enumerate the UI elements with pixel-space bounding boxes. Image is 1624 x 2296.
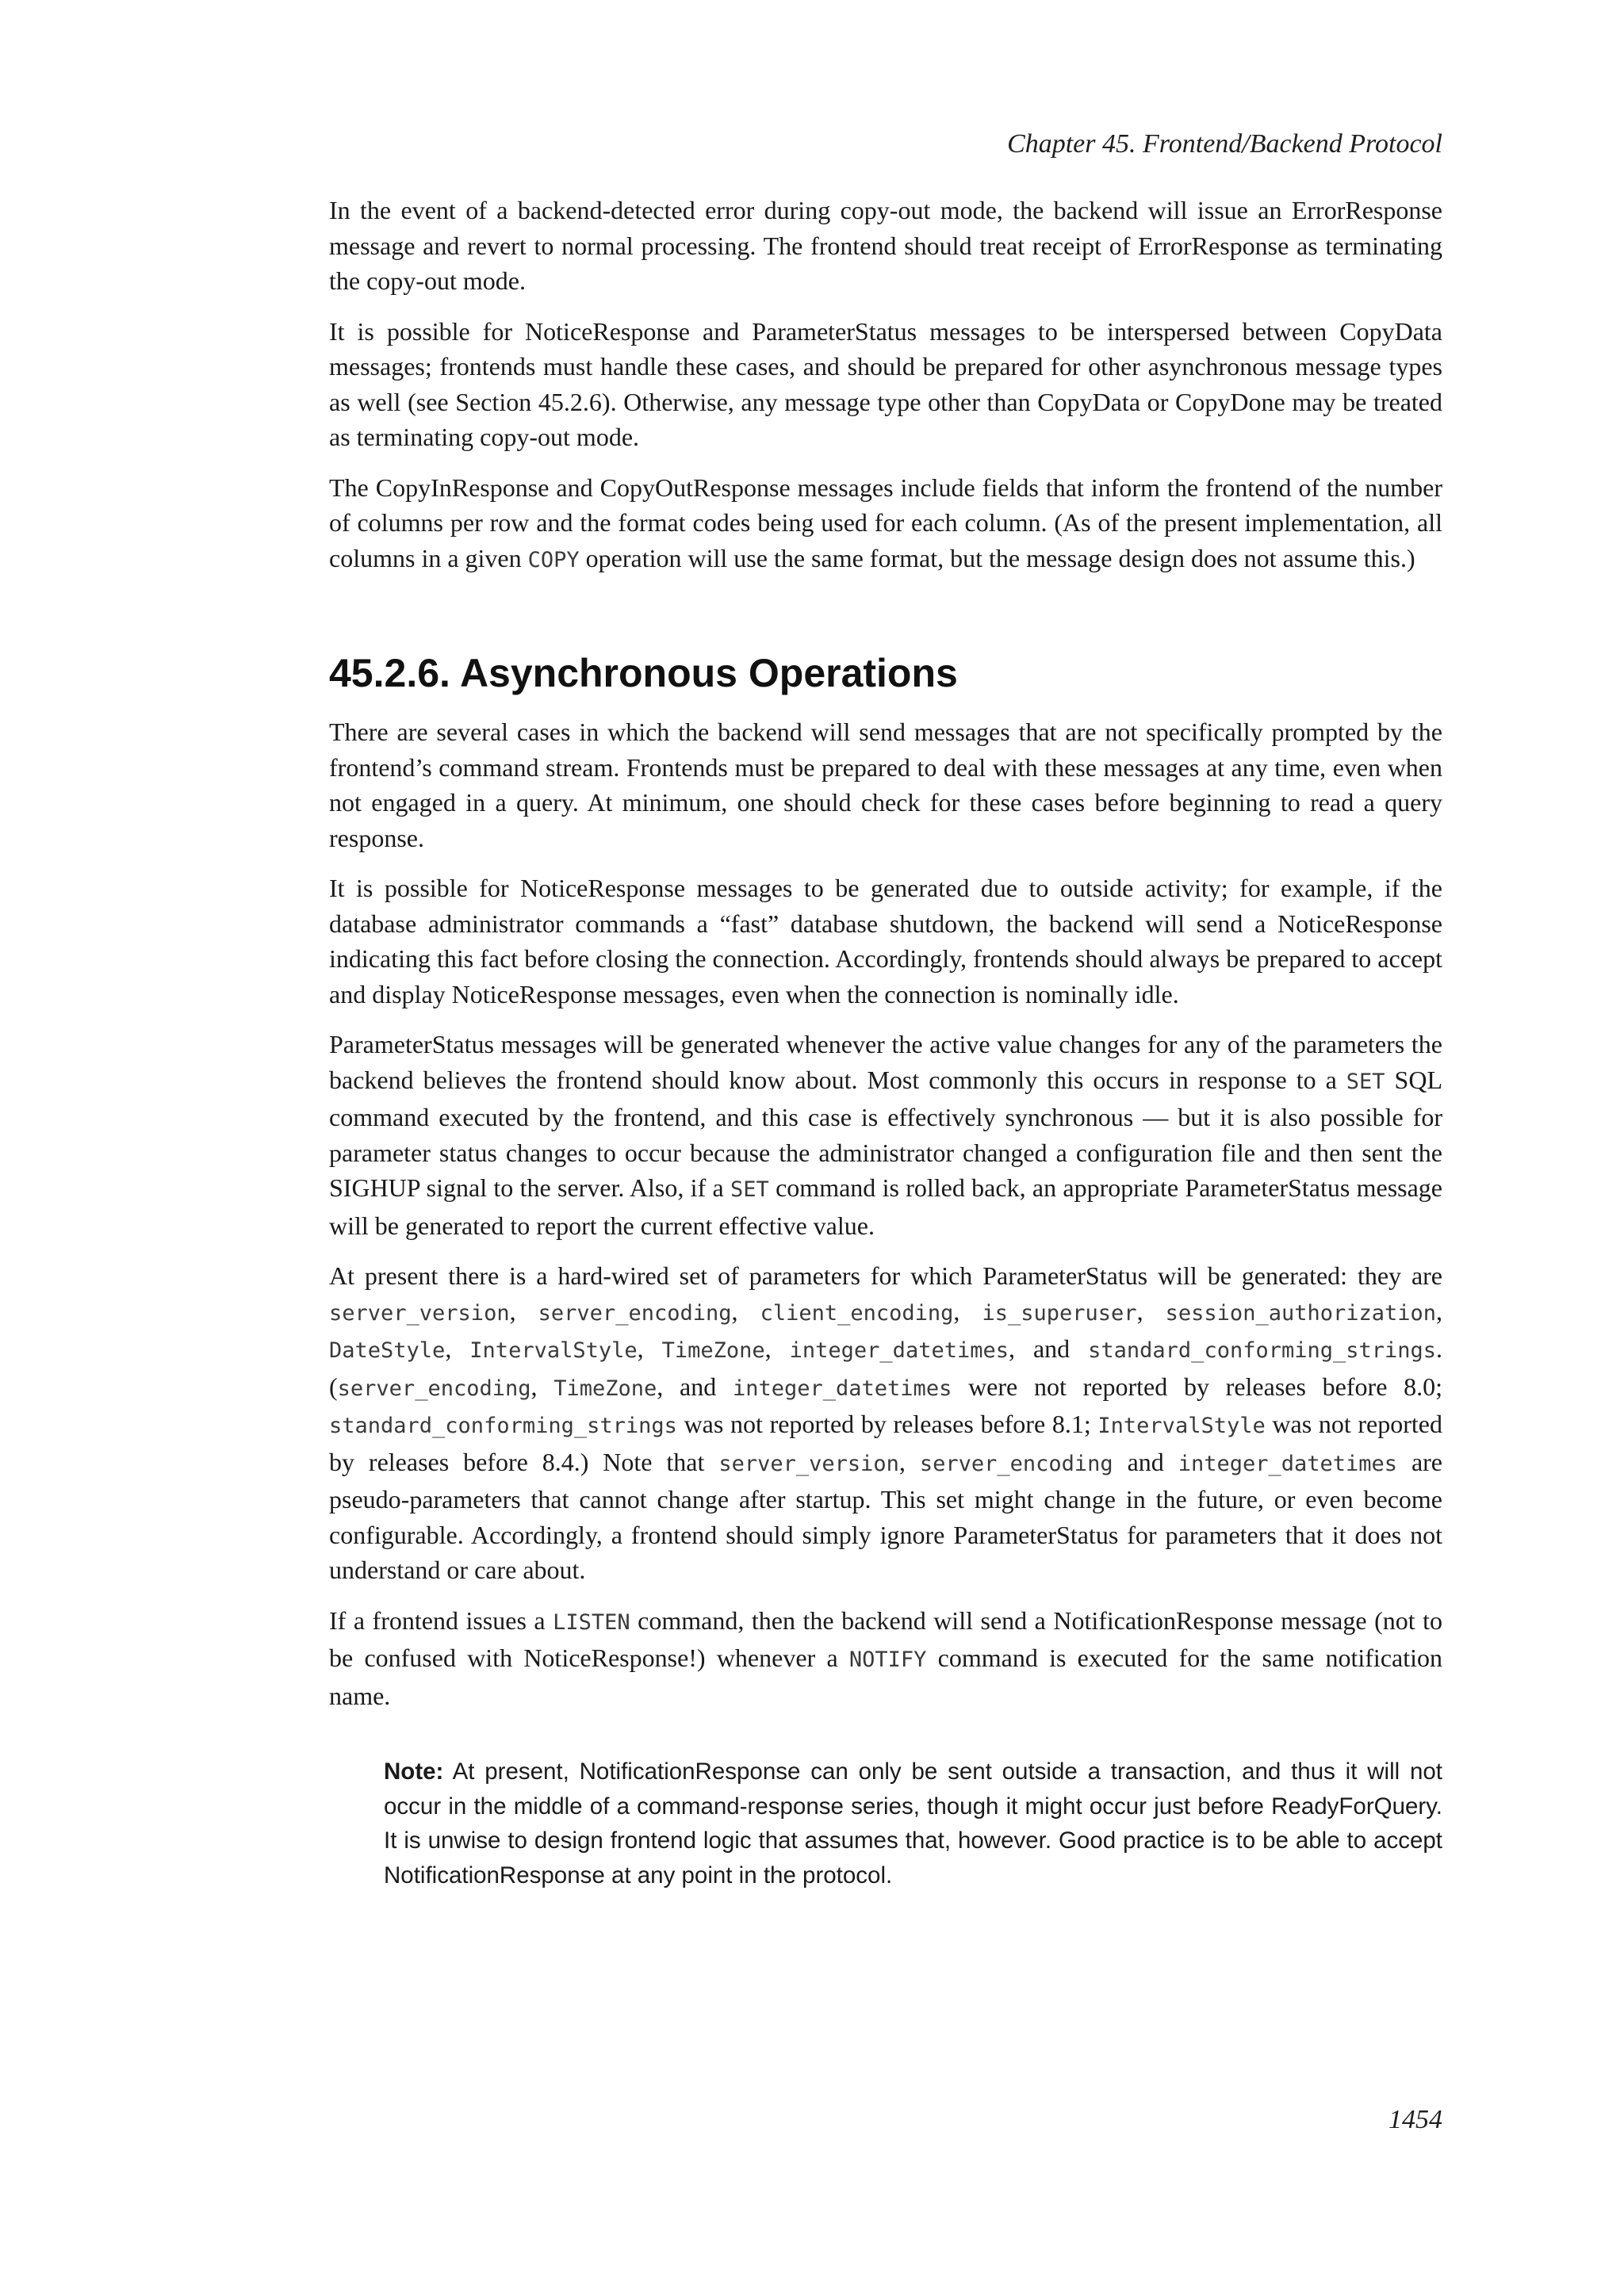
text-run: , xyxy=(898,1447,920,1476)
inline-code: integer_datetimes xyxy=(789,1338,1009,1363)
text-run: SQL command executed by the frontend, and this case is effectively synchronous — but it is also possible for parameter status changes to occur because the administrator changed a configuration file and then sent the SIGHUP signal to the server. Also, if a xyxy=(329,1065,1443,1202)
text-run: command is executed for the same notification name. xyxy=(329,1644,1443,1710)
text-run: was not reported by releases before 8.4.) Note that xyxy=(329,1410,1443,1476)
inline-code: server_encoding xyxy=(337,1376,531,1401)
text-run: If a frontend issues a xyxy=(329,1605,553,1635)
running-header: Chapter 45. Frontend/Backend Protocol xyxy=(1007,129,1442,159)
paragraph-copy-response-fields xyxy=(329,470,1442,579)
inline-code: integer_datetimes xyxy=(732,1376,952,1401)
inline-code: server_encoding xyxy=(538,1300,732,1326)
text-run: operation will use the same format, but the message design does not assume this.) xyxy=(579,543,1415,572)
text-run: . ( xyxy=(329,1334,1443,1401)
text-run: , xyxy=(637,1334,662,1363)
page-body xyxy=(329,193,1442,1892)
page-number: 1454 xyxy=(1388,2105,1442,2134)
text-run: At present there is a hard-wired set of parameters for which ParameterStatus will be generated: they are xyxy=(329,1261,1442,1290)
text-run: The CopyInResponse and CopyOutResponse messages include fields that inform the frontend of the number of columns per row and the format codes being used for each column. (As of the present implementation, all columns in a given xyxy=(329,473,1442,572)
text-run: and xyxy=(1113,1447,1178,1476)
text-run: command is rolled back, an appropriate ParameterStatus message will be generated to report the current effective value. xyxy=(329,1173,1443,1240)
inline-code: client_encoding xyxy=(760,1300,954,1326)
text-run: ParameterStatus messages will be generated whenever the active value changes for any of the parameters the backend believes the frontend should know about. Most commonly this occurs in response to a xyxy=(329,1030,1442,1094)
inline-code: DateStyle xyxy=(329,1338,446,1363)
inline-code: SET xyxy=(1346,1069,1385,1094)
text-run: , xyxy=(764,1334,790,1363)
text-run: , xyxy=(731,1296,760,1326)
inline-code: is_superuser xyxy=(982,1300,1137,1326)
text-run: are pseudo-parameters that cannot change after startup. This set might change in the future, or even become configurable. Accordingly, a frontend should simply ignore ParameterStatus for parameters that it does not understand or care about. xyxy=(329,1447,1443,1584)
text-run: command, then the backend will send a NotificationResponse message (not to be confused with NoticeResponse!) whenever a xyxy=(329,1605,1443,1672)
text-run: was not reported by releases before 8.1; xyxy=(676,1410,1098,1438)
note-label: Note: xyxy=(384,1758,444,1785)
paragraph-notice-response: It is possible for NoticeResponse messages to be generated due to outside activity; for example, if the database administrator commands a “fast” database shutdown, the backend will send a NoticeResponse indicating this fact before closing the connection. Accordingly, frontends should always be prepared to accept and display NoticeResponse messages, even when the connection is nominally idle. xyxy=(329,874,1442,1008)
paragraph-listen-notify xyxy=(329,1603,1442,1714)
text-run: , and xyxy=(1008,1334,1089,1363)
text-run: , xyxy=(1136,1296,1166,1326)
note-block xyxy=(384,1755,1442,1892)
paragraph-unprompted-messages: There are several cases in which the backend will send messages that are not specifically prompted by the frontend’s command stream. Frontends must be prepared to deal with these messages at any time, even when not engaged in a query. At minimum, one should check for these cases before beginning to read a query response. xyxy=(329,718,1442,852)
note-text: At present, NotificationResponse can only be sent outside a transaction, and thus it will not occur in the middle of a command-response series, though it might occur just before ReadyForQuery. It is unwise to design frontend logic that assumes that, however. Good practice is to be able to accept NotificationResponse at any point in the protocol. xyxy=(384,1758,1442,1888)
inline-code: server_version xyxy=(329,1300,510,1326)
inline-code: IntervalStyle xyxy=(1097,1414,1266,1438)
inline-code: server_version xyxy=(718,1451,899,1476)
inline-code: standard_conforming_strings xyxy=(329,1414,677,1438)
inline-code: NOTIFY xyxy=(848,1647,927,1672)
inline-code: TimeZone xyxy=(661,1338,765,1363)
paragraph-hard-wired-parameters xyxy=(329,1258,1442,1588)
text-run: , xyxy=(445,1334,470,1363)
paragraph-parameter-status xyxy=(329,1027,1442,1243)
inline-code: COPY xyxy=(527,547,580,572)
inline-code: integer_datetimes xyxy=(1178,1451,1398,1476)
text-run: , xyxy=(509,1296,538,1326)
text-run: were not reported by releases before 8.0; xyxy=(952,1372,1443,1401)
inline-code: standard_conforming_strings xyxy=(1088,1338,1437,1363)
inline-code: LISTEN xyxy=(553,1609,630,1635)
text-run: , and xyxy=(657,1372,733,1401)
text-run: , xyxy=(530,1372,554,1401)
paragraph-interspersed-messages: It is possible for NoticeResponse and ParameterStatus messages to be interspersed between CopyData messages; frontends must handle these cases, and should be prepared for other asynchronous message types as well (see Section 45.2.6). Otherwise, any message type other than CopyData or CopyDone may be treated as terminating copy-out mode. xyxy=(329,316,1442,451)
inline-code: IntervalStyle xyxy=(469,1338,638,1363)
text-run: , xyxy=(953,1296,982,1326)
inline-code: session_authorization xyxy=(1165,1300,1437,1326)
section-heading: 45.2.6. Asynchronous Operations xyxy=(329,651,958,695)
paragraph-copy-out-error: In the event of a backend-detected error during copy-out mode, the backend will issue an ErrorResponse message and revert to normal processing. The frontend should treat receipt of ErrorResponse as terminating the copy-out mode. xyxy=(329,196,1442,295)
text-run: , xyxy=(1436,1296,1443,1326)
inline-code: SET xyxy=(730,1177,769,1202)
inline-code: server_encoding xyxy=(919,1451,1113,1476)
inline-code: TimeZone xyxy=(553,1376,657,1401)
